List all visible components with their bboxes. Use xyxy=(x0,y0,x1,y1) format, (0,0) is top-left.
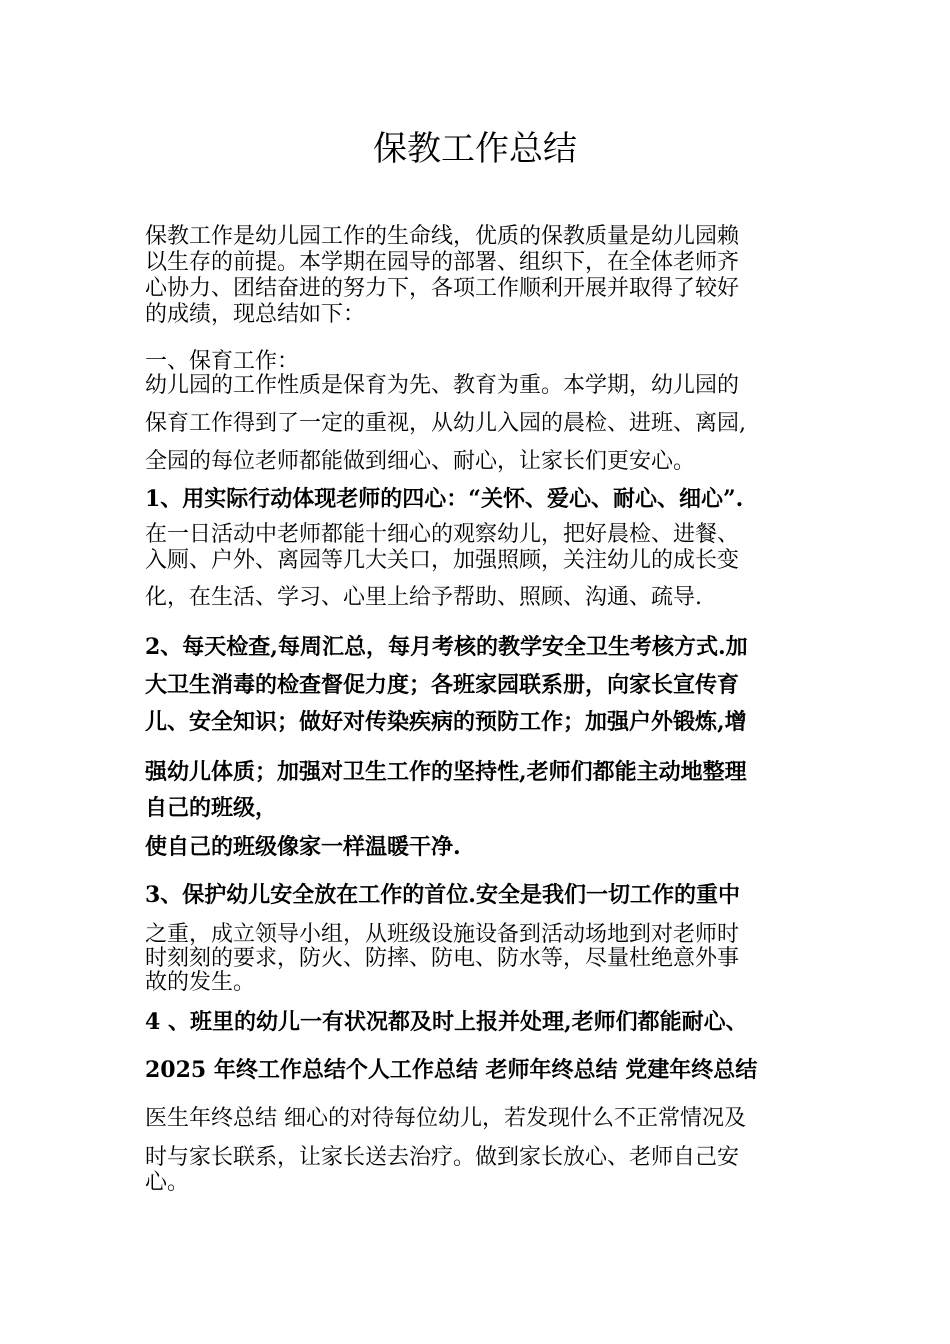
item3-line: 3、保护幼儿安全放在工作的首位.安全是我们一切工作的重中 xyxy=(145,882,740,908)
item1-line: 入厕、户外、离园等几大关口，加强照顾，关注幼儿的成长变 xyxy=(145,548,740,573)
section-heading: 一、保育工作： xyxy=(145,349,300,374)
intro-line: 心协力、团结奋进的努力下，各项工作顺利开展并取得了较好 xyxy=(145,276,740,301)
item3-line: 故的发生。 xyxy=(145,970,256,995)
section-paragraph-line: 全园的每位老师都能做到细心、耐心，让家长们更安心。 xyxy=(145,449,696,474)
section-paragraph-line: 保育工作得到了一定的重视，从幼儿入园的晨检、进班、离园, xyxy=(145,411,746,436)
intro-line: 以生存的前提。本学期在园导的部署、组织下，在全体老师齐 xyxy=(145,250,740,275)
item2-line: 自己的班级， xyxy=(145,795,278,821)
item4-line: 2025 年终工作总结个人工作总结 老师年终总结 党建年终总结 xyxy=(145,1057,758,1083)
item2-line: 儿、安全知识；做好对传染疾病的预防工作；加强户外锻炼,增 xyxy=(145,709,747,735)
item3-line: 之重，成立领导小组，从班级设施设备到活动场地到对老师时 xyxy=(145,922,740,947)
item4-line: 心。 xyxy=(145,1170,190,1195)
item4-line: 时与家长联系，让家长送去治疗。做到家长放心、老师自己安 xyxy=(145,1145,740,1170)
item1-line: 在一日活动中老师都能十细心的观察幼儿，把好晨检、进餐、 xyxy=(145,522,740,547)
item2-line: 强幼儿体质；加强对卫生工作的坚持性,老师们都能主动地整理 xyxy=(145,759,747,785)
item1-line: 化，在生活、学习、心里上给予帮助、照顾、沟通、疏导. xyxy=(145,585,702,610)
item2-line: 大卫生消毒的检查督促力度；各班家园联系册，向家长宣传育 xyxy=(145,672,740,698)
item3-line: 时刻刻的要求，防火、防摔、防电、防水等，尽量杜绝意外事 xyxy=(145,946,740,971)
section-paragraph-line: 幼儿园的工作性质是保育为先、教育为重。本学期，幼儿园的 xyxy=(145,373,740,398)
intro-line: 的成绩，现总结如下： xyxy=(145,302,366,327)
item4-line: 4 、班里的幼儿一有状况都及时上报并处理,老师们都能耐心、 xyxy=(145,1009,748,1035)
item1-line: 1、用实际行动体现老师的四心：“关怀、爱心、耐心、细心”. xyxy=(145,486,744,512)
item2-line: 2、每天检查,每周汇总，每月考核的教学安全卫生考核方式.加 xyxy=(145,634,748,660)
intro-line: 保教工作是幼儿园工作的生命线，优质的保教质量是幼儿园赖 xyxy=(145,224,740,249)
item4-line: 医生年终总结 细心的对待每位幼儿，若发现什么不正常情况及 xyxy=(145,1106,746,1131)
page-title: 保教工作总结 xyxy=(373,129,577,169)
item2-line: 使自己的班级像家一样温暖干净. xyxy=(145,834,461,860)
